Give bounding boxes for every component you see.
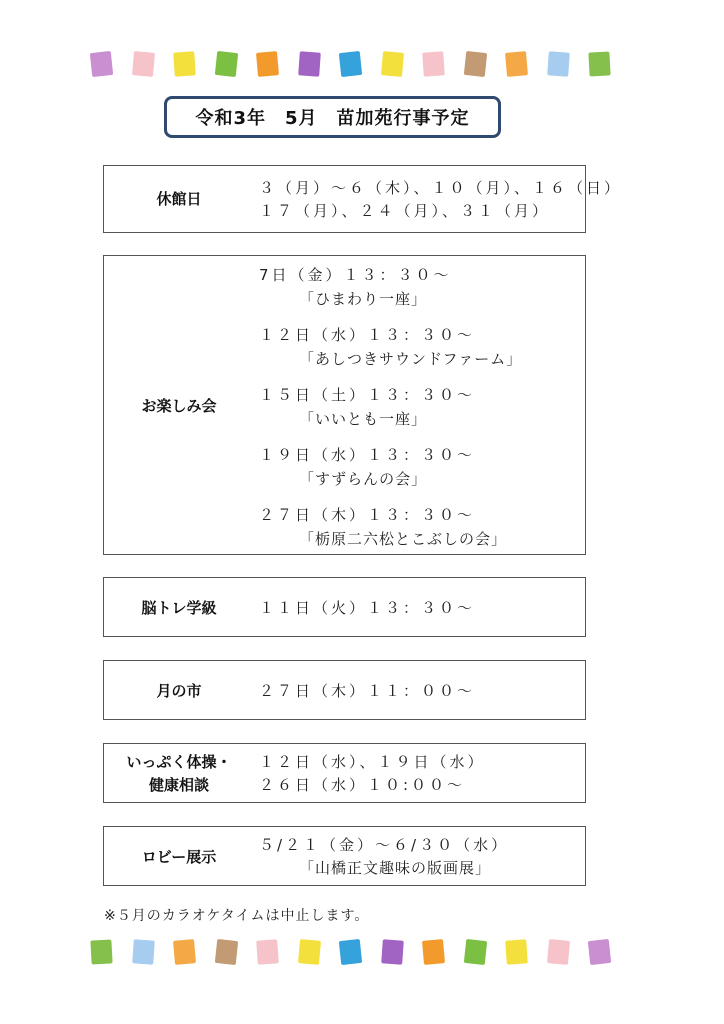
- garland-flag: [422, 51, 445, 76]
- garland-flag: [173, 51, 196, 76]
- garland-flag: [256, 51, 279, 77]
- garland-flag: [422, 939, 445, 965]
- event-name: 「すずらんの会」: [299, 470, 428, 488]
- closed-days-section: [103, 165, 623, 233]
- lobby-exhibit-label: ロビー展示: [141, 848, 217, 866]
- events-label: お楽しみ会: [141, 397, 217, 415]
- garland-flag: [90, 51, 113, 77]
- market-date: ２７日（木）１１：００～: [259, 682, 476, 700]
- garland-flag: [588, 51, 610, 76]
- exercise-line-2: ２６日（水）１０:００～: [259, 776, 466, 794]
- garland-flag: [297, 939, 320, 965]
- event-name: 「いいとも一座」: [299, 410, 428, 428]
- garland-flag: [173, 939, 196, 965]
- garland-flag: [90, 939, 112, 964]
- market-section: [103, 660, 586, 720]
- exercise-section: [103, 743, 586, 803]
- brain-training-label: 脳トレ学級: [141, 599, 217, 617]
- garland-flag: [214, 51, 237, 77]
- exercise-line-1: １２日（水）、１９日（水）: [259, 753, 486, 771]
- garland-flag: [546, 939, 569, 965]
- garland-flag: [298, 51, 321, 76]
- garland-flag: [505, 51, 528, 77]
- brain-training-section: [103, 577, 586, 637]
- garland-flag: [339, 51, 362, 77]
- page-title: 令和3年 5月 苗加苑行事予定: [164, 96, 501, 138]
- garland-flag: [214, 939, 237, 965]
- event-date: 7日（金）１３：３０～: [259, 266, 452, 284]
- garland-flag: [256, 939, 279, 964]
- lobby-exhibit-name: 「山橋正文趣味の版画展」: [299, 859, 492, 877]
- closed-days-label: 休館日: [156, 190, 202, 208]
- event-date: １９日（水）１３：３０～: [259, 446, 476, 464]
- event-name: 「あしつきサウンドファーム」: [299, 350, 523, 368]
- lobby-exhibit-section: [103, 826, 586, 886]
- market-label: 月の市: [156, 682, 202, 700]
- garland-flag: [505, 939, 528, 964]
- top-garland: [0, 50, 724, 80]
- event-date: １２日（水）１３：３０～: [259, 326, 476, 344]
- brain-training-date: １１日（火）１３：３０～: [259, 599, 476, 617]
- karaoke-note: ※５月のカラオケタイムは中止します。: [104, 908, 370, 924]
- garland-flag: [463, 51, 486, 77]
- lobby-exhibit-dates: ５/２１（金）～６/３０（水）: [259, 836, 510, 854]
- garland-flag: [132, 939, 155, 964]
- closed-days-line-2: １７（月）、２４（月）、３１（月）: [259, 202, 551, 220]
- garland-flag: [381, 939, 404, 964]
- event-name: 「ひまわり一座」: [299, 290, 428, 308]
- event-date: ２７日（木）１３：３０～: [259, 506, 476, 524]
- bottom-garland: [0, 938, 724, 968]
- garland-flag: [588, 939, 611, 965]
- exercise-label-2: 健康相談: [148, 776, 209, 794]
- garland-flag: [339, 939, 362, 965]
- garland-flag: [547, 51, 570, 76]
- closed-days-line-1: ３（月）～６（木）、１０（月）、１６（日）: [259, 179, 623, 197]
- event-name: 「栃原二六松とこぶしの会」: [299, 530, 508, 548]
- events-section: [103, 255, 586, 555]
- event-date: １５日（土）１３：３０～: [259, 386, 476, 404]
- garland-flag: [131, 51, 154, 77]
- garland-flag: [463, 939, 486, 965]
- garland-flag: [380, 51, 403, 77]
- exercise-label-1: いっぷく体操・: [126, 753, 232, 771]
